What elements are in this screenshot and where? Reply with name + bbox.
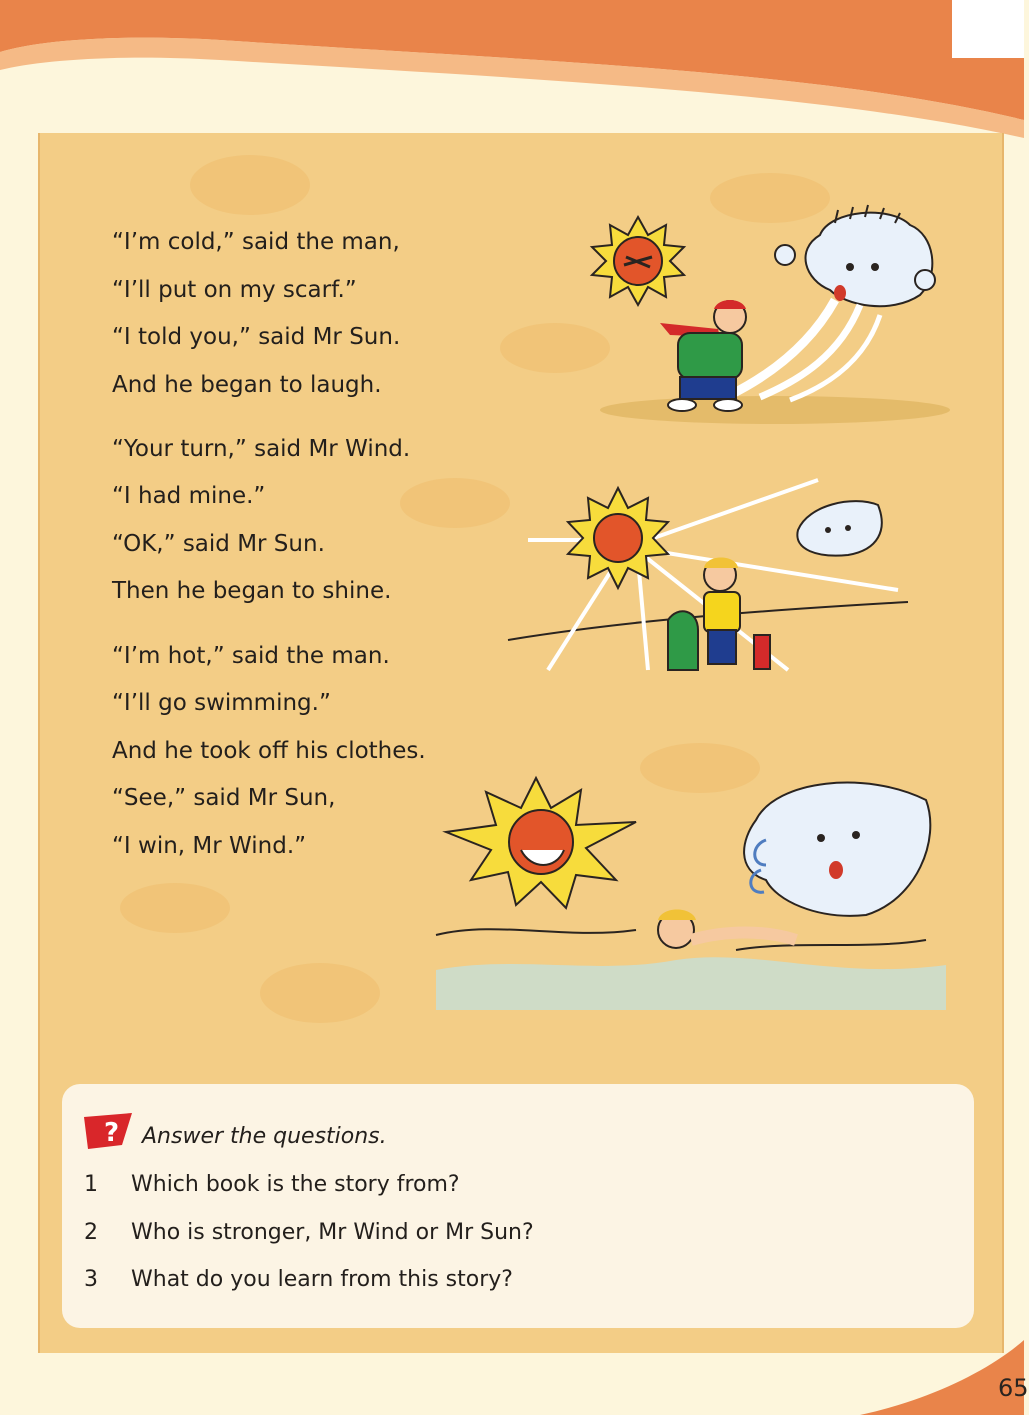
poem-line: “I had mine.” — [112, 483, 266, 509]
poem-line: “See,” said Mr Sun, — [112, 785, 336, 811]
question-text: What do you learn from this story? — [131, 1267, 513, 1292]
angry-sun-icon — [592, 217, 684, 305]
poem-line: “I’m cold,” said the man, — [112, 229, 400, 255]
svg-text:?: ? — [104, 1118, 120, 1148]
poem-line: “I told you,” said Mr Sun. — [112, 324, 401, 350]
question-number: 1 — [84, 1172, 98, 1197]
wind-face-icon — [775, 205, 935, 306]
wind-face-icon — [797, 501, 881, 555]
poem-line: And he began to laugh. — [112, 372, 382, 398]
poem-line: Then he began to shine. — [112, 578, 392, 604]
poem-line: “OK,” said Mr Sun. — [112, 531, 325, 557]
poem-line: “I win, Mr Wind.” — [112, 833, 307, 859]
poem-line: “I’ll put on my scarf.” — [112, 277, 357, 303]
question-mark-icon — [84, 1113, 132, 1149]
cloud-decoration — [400, 478, 510, 528]
page-number: 65 — [998, 1374, 1029, 1402]
cloud-decoration — [190, 155, 310, 215]
swimmer-icon — [658, 910, 796, 949]
question-text: Which book is the story from? — [131, 1172, 460, 1197]
cloud-decoration — [260, 963, 380, 1023]
poem-line: And he took off his clothes. — [112, 738, 426, 764]
smiling-sun-icon — [446, 778, 636, 908]
question-number: 2 — [84, 1220, 98, 1245]
man-swimming-icon — [436, 770, 946, 1020]
poem-line: “Your turn,” said Mr Wind. — [112, 436, 411, 462]
hot-man-icon — [668, 558, 770, 671]
sad-wind-face-icon — [744, 783, 930, 916]
angry-sun-icon — [568, 488, 668, 588]
question-text: Who is stronger, Mr Wind or Mr Sun? — [131, 1220, 534, 1245]
question-number: 3 — [84, 1267, 98, 1292]
corner-blank — [952, 0, 1024, 58]
cloud-decoration — [120, 883, 230, 933]
questions-instruction: Answer the questions. — [142, 1124, 387, 1149]
man-with-scarf-icon — [660, 300, 746, 411]
poem-line: “I’ll go swimming.” — [112, 690, 331, 716]
poem-line: “I’m hot,” said the man. — [112, 643, 390, 669]
sun-shines-man-icon — [508, 470, 908, 685]
wind-blows-man-icon — [590, 205, 960, 430]
